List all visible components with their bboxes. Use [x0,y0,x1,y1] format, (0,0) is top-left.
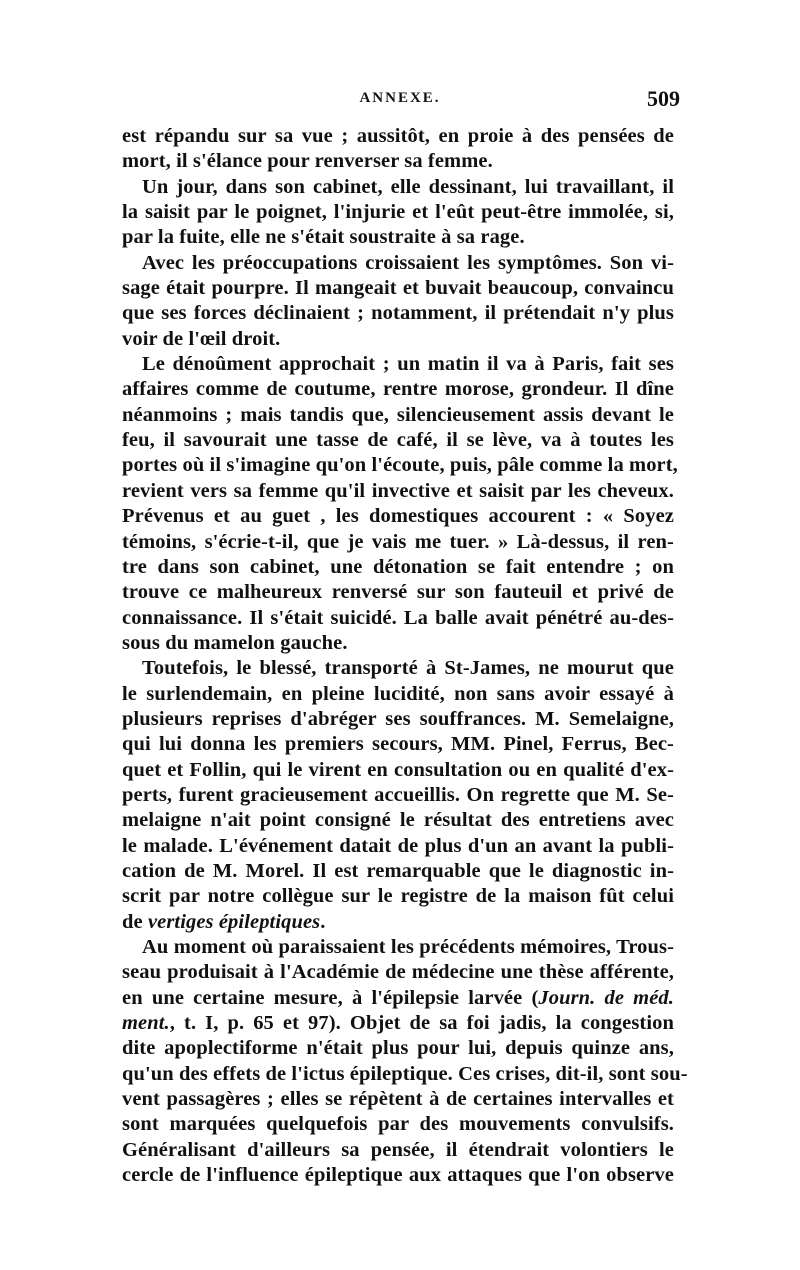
page-number: 509 [647,86,680,111]
italic-citation: Journ. de méd. [538,986,674,1009]
text-line: Toutefois, le blessé, transporté à St-James, ne mourut que [142,657,674,680]
text-line: le surlendemain, en pleine lucidité, non sans avoir essayé à [122,682,674,705]
text-line: seau produisait à l'Académie de médecine une thèse afférente, [122,961,674,984]
text-line: melaigne n'ait point consigné le résultat des entretiens avec [122,809,674,832]
text-line: sage était pourpre. Il mangeait et buvait beaucoup, convaincu [122,277,674,300]
text-line: par la fuite, elle ne s'était soustraite à sa rage. [122,226,525,249]
text-line: qu'un des effets de l'ictus épileptique. Ces crises, dit-il, sont sou- [122,1062,688,1085]
text-line: tre dans son cabinet, une détonation se fait entendre ; on [122,555,674,578]
text-line: trouve ce malheureux renversé sur son fauteuil et privé de [122,581,674,604]
text-line: de vertiges épileptiques. [122,910,326,933]
running-title: ANNEXE. [359,90,441,106]
italic-term: vertiges épileptiques [147,910,321,933]
text-line: portes où il s'imagine qu'on l'écoute, puis, pâle comme la mort, [122,454,678,477]
text-line: quet et Follin, qui le virent en consultation ou en qualité d'ex- [122,758,674,781]
text-line: cation de M. Morel. Il est remarquable que le diagnostic in- [122,859,674,882]
text-line: que ses forces déclinaient ; notamment, il prétendait n'y plus [122,302,674,325]
italic-citation: ment. [122,1012,170,1035]
text-line: la saisit par le poignet, l'injurie et l'eût peut-être immolée, si, [122,201,674,224]
text-line: voir de l'œil droit. [122,327,281,350]
text-line: plusieurs reprises d'abréger ses souffrances. M. Semelaigne, [122,707,674,730]
body-text [122,124,688,1188]
text-line: scrit par notre collègue sur le registre de la maison fût celui [122,885,674,908]
text-line: qui lui donna les premiers secours, MM. Pinel, Ferrus, Bec- [122,733,674,756]
text-line: néanmoins ; mais tandis que, silencieusement assis devant le [122,403,674,426]
text-line: revient vers sa femme qu'il invective et saisit par les cheveux. [122,479,674,502]
text-line: Au moment où paraissaient les précédents mémoires, Trous- [142,936,674,958]
text-line: sont marquées quelquefois par des mouvements convulsifs. [122,1113,674,1136]
text-line: Avec les préoccupations croissaient les symptômes. Son vi- [142,251,674,274]
text-line: témoins, s'écrie-t-il, que je vais me tuer. » Là-dessus, il ren- [122,530,674,553]
text-line: cercle de l'influence épileptique aux attaques que l'on observe [122,1164,674,1187]
text-line: en une certaine mesure, à l'épilepsie larvée (Journ. de méd. [122,986,674,1009]
running-head [120,86,680,120]
text-line: mort, il s'élance pour renverser sa femme. [122,150,493,173]
text-line: feu, il savourait une tasse de café, il se lève, va à toutes les [122,429,674,452]
text-line: Généralisant d'ailleurs sa pensée, il étendrait volontiers le [122,1138,674,1161]
text-line: Prévenus et au guet , les domestiques accourent : « Soyez [122,505,674,528]
text-line: perts, furent gracieusement accueillis. On regrette que M. Se- [122,783,674,806]
text-line: affaires comme de coutume, rentre morose, grondeur. Il dîne [122,378,674,401]
text-line: est répandu sur sa vue ; aussitôt, en proie à des pensées de [122,125,674,147]
text-line: Le dénoûment approchait ; un matin il va à Paris, fait ses [142,353,674,376]
text-line: le malade. L'événement datait de plus d'un an avant la publi- [122,834,674,857]
text-line: dite apoplectiforme n'était plus pour lui, depuis quinze ans, [122,1037,674,1060]
text-line: Un jour, dans son cabinet, elle dessinant, lui travaillant, il [142,175,674,198]
text-line: connaissance. Il s'était suicidé. La balle avait pénétré au-des- [122,606,674,629]
text-line: ment., t. I, p. 65 et 97). Objet de sa foi jadis, la congestion [122,1012,674,1035]
text-line: vent passagères ; elles se répètent à de certaines intervalles et [122,1088,674,1111]
text-line: sous du mamelon gauche. [122,631,348,654]
